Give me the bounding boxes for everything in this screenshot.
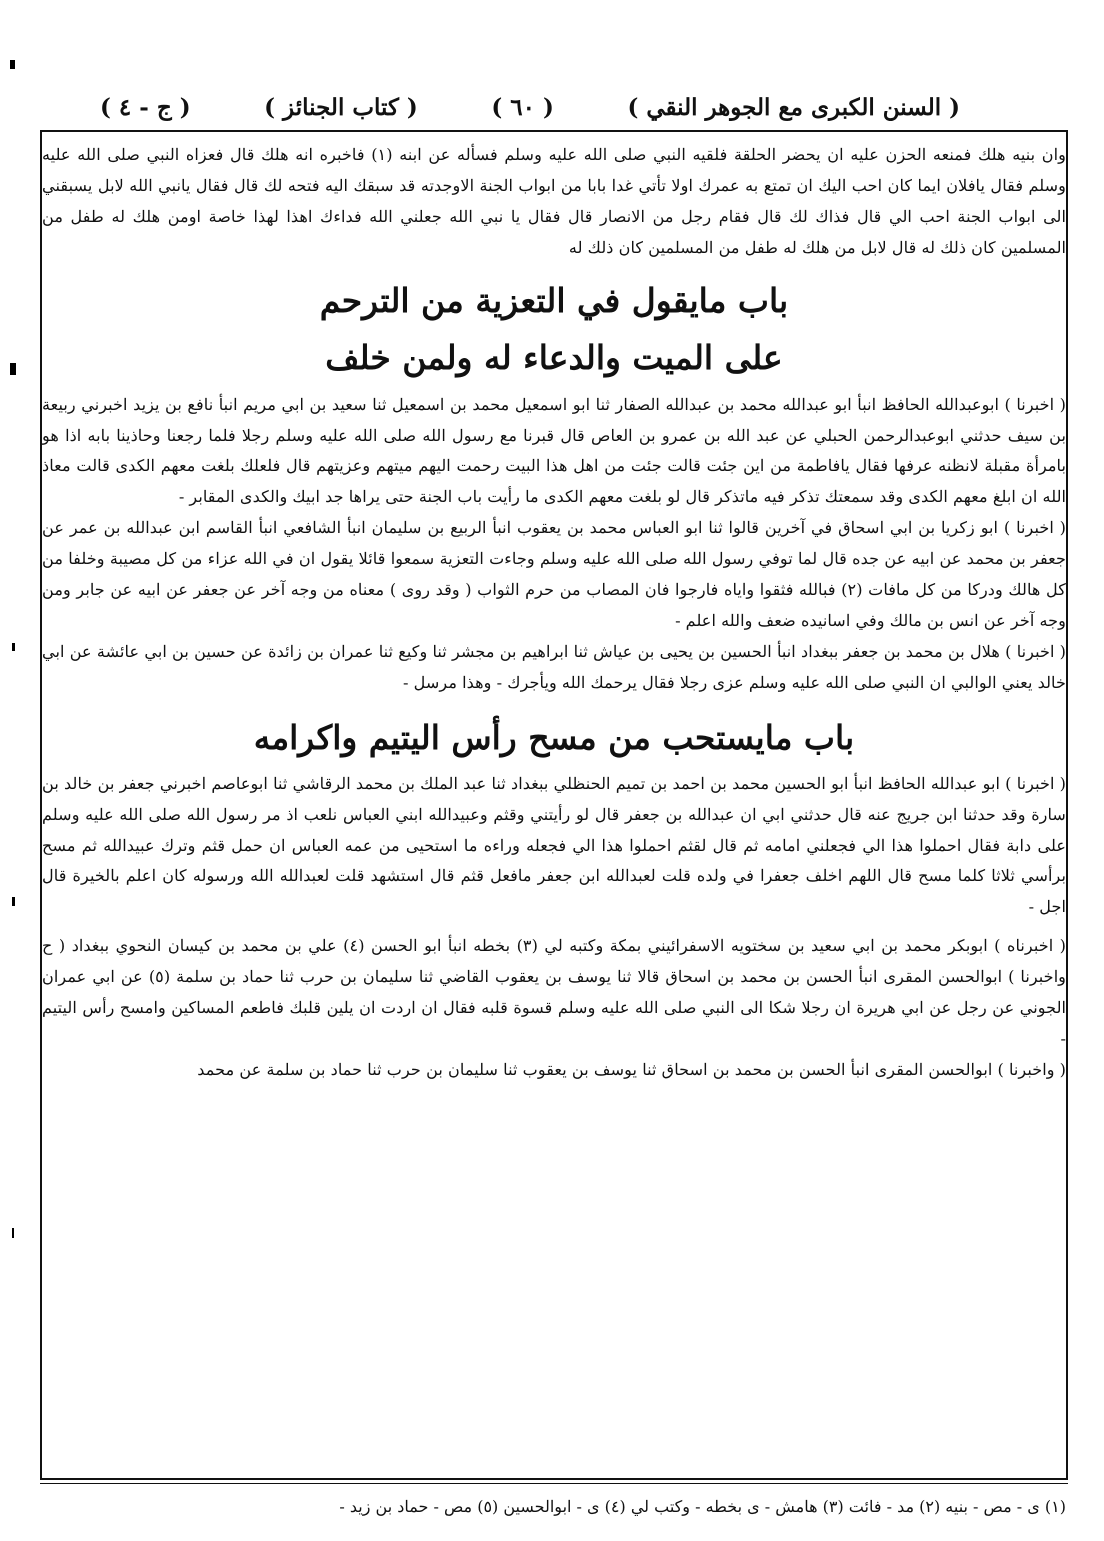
footnotes: (١) ى - مص - بنيه (٢) مد - فائت (٣) هامش - ى بخطه - وكتب لي (٤) ى - ابوالحسين (٥) مص - حماد بن زيد - xyxy=(339,1497,1066,1516)
hadith-paragraph: ( اخبرنا ) ابوعبدالله الحافظ انبأ ابو عبدالله محمد بن عبدالله الصفار ثنا ابو اسمعيل محمد بن اسمعيل ثنا سعيد بن ابي مريم انبأ نافع بن يزيد اخبرني ربيعة بن سيف حدثني ابوعبدالرحمن الحبلي عن عبد الله بن عمرو بن العاص قال قبرنا مع رسول الله صلى الله عليه وسلم رجلا فلما رجعنا وحاذينا بابه اذا هو بامرأة مقبلة لانظنه عرفها فقال يافاطمة من اين جئت قالت جئت من اهل هذا البيت رحمت اليهم ميتهم وعزيتهم قال فلعلك بلغت معهم الكدى قالت معاذ الله ان ابلغ معهم الكدى وقد سمعتك تذكر فيه ماتذكر قال لو بلغت معهم الكدى ما رأيت باب الجنة حتى يراها جد ابيك والكدى المقابر - xyxy=(42,394,1066,507)
header-rule xyxy=(40,130,1068,132)
header-page-number: ( ٦٠ ) xyxy=(491,93,554,121)
hadith-paragraph: ( اخبرنا ) ابو عبدالله الحافظ انبأ ابو الحسين محمد بن احمد بن تميم الحنظلي ببغداد ثنا عبد الملك بن محمد الرقاشي ثنا ابوعاصم اخبرني جعفر بن خالد بن سارة وقد حدثنا ابن جريج عنه قال حدثني ابي ان عبدالله بن جعفر قال لو رأيتني وقثم وعبيدالله ابني العباس نلعب اذ مر رسول الله صلى الله عليه وسلم على دابة فقال احملوا هذا الي فجعلني امامه ثم قال لقثم احملوا هذا الي فجعله وراءه ما استحيى من عمه العباس ان حمل قثم وترك عبيدالله ثم مسح برأسي ثلاثا كلما مسح قال اللهم اخلف جعفرا في ولده قلت لعبدالله ابن جعفر مافعل قثم قال استشهد قلت لعبدالله الله ورسوله كان اعلم بالخيرة قال اجل - xyxy=(42,773,1066,917)
hadith-paragraph: ( اخبرناه ) ابوبكر محمد بن ابي سعيد بن سختويه الاسفرائيني بمكة وكتبه لي (٣) بخطه انبأ ابو الحسن (٤) علي بن محمد بن كيسان النحوي ببغداد ( ح واخبرنا ) ابوالحسن المقرى انبأ الحسن بن محمد بن اسحاق قالا ثنا يوسف بن يعقوب القاضي ثنا سليمان بن حرب ثنا حماد بن سلمة (٥) عن ابي عمران الجوني عن رجل عن ابي هريرة ان رجلا شكا الى النبي صلى الله عليه وسلم قسوة قلبه فقال ان اردت ان يلين قلبك فاطعم المساكين وامسح رأس اليتيم - xyxy=(42,936,1067,1048)
scan-margin-mark xyxy=(10,60,15,69)
scan-margin-mark xyxy=(12,897,15,906)
chapter-heading-condolence-line1: باب مايقول في التعزية من الترحم xyxy=(319,280,789,320)
hadith-paragraph: ( واخبرنا ) ابوالحسن المقرى انبأ الحسن بن محمد بن اسحاق ثنا يوسف بن يعقوب ثنا سليمان بن حرب ثنا حماد بن سلمة عن محمد xyxy=(197,1059,1066,1079)
scan-margin-mark xyxy=(12,643,15,651)
footnote-separator-bottom xyxy=(40,1483,1068,1484)
page-header xyxy=(100,92,960,122)
main-text xyxy=(42,140,1066,1086)
chapter-heading-condolence-line2: على الميت والدعاء له ولمن خلف xyxy=(325,337,783,377)
header-volume: ( ج - ٤ ) xyxy=(100,93,191,121)
chapter-heading-orphan: باب مايستحب من مسح رأس اليتيم واكرامه xyxy=(253,717,855,757)
footnote-separator-top xyxy=(40,1478,1068,1480)
right-border-rule xyxy=(1066,130,1068,1480)
scan-margin-mark xyxy=(10,363,16,375)
scan-margin-mark xyxy=(12,1228,14,1238)
header-chapter: ( كتاب الجنائز ) xyxy=(264,93,418,121)
hadith-paragraph: ( اخبرنا ) ابو زكريا بن ابي اسحاق في آخرين قالوا ثنا ابو العباس محمد بن يعقوب انبأ الربيع بن سليمان انبأ الشافعي انبأ القاسم ابن عبدالله بن عمر عن جعفر بن محمد عن ابيه عن جده قال لما توفي رسول الله صلى الله عليه وسلم وجاءت التعزية سمعوا قائلا يقول ان في الله عزاء من كل مصيبة وخلفا من كل هالك ودركا من كل مافات (٢) فبالله فثقوا واياه فارجوا فان المصاب من حرم الثواب ( وقد روى ) معناه من وجه آخر عن جعفر عن ابيه عن جابر ومن وجه آخر عن انس بن مالك وفي اسانيده ضعف والله اعلم - xyxy=(42,518,1066,630)
intro-paragraph: وان بنيه هلك فمنعه الحزن عليه ان يحضر الحلقة فلقيه النبي صلى الله عليه وسلم فسأله عن ابنه (١) فاخبره انه هلك قال فعزاه النبي صلى الله عليه وسلم فقال يافلان ايما كان احب اليك ان تمتع به عمرك اولا تأتي غدا بابا من ابواب الجنة الاوجدته قد سبقك اليه فتحه لك قال فقال يانبي الله لابل يسبقني الى ابواب الجنة احب الي قال فذاك لك قال فقام رجل من الانصار قال فقال يا نبي الله جعلني الله فداءك اهذا لهذا خاصة اومن هلك له طفل من المسلمين كان ذلك له قال لابل من هلك له طفل من المسلمين كان ذلك له xyxy=(42,145,1066,257)
header-book-title: ( السنن الكبرى مع الجوهر النقي ) xyxy=(627,93,960,121)
hadith-paragraph: ( اخبرنا ) هلال بن محمد بن جعفر ببغداد انبأ الحسين بن يحيى بن عياش ثنا ابراهيم بن مجشر ثنا وكيع ثنا عمران بن زائدة عن حسين بن ابي عائشة عن ابي خالد يعني الوالبي ان النبي صلى الله عليه وسلم عزى رجلا فقال يرحمك الله ويأجرك - وهذا مرسل - xyxy=(42,641,1066,692)
